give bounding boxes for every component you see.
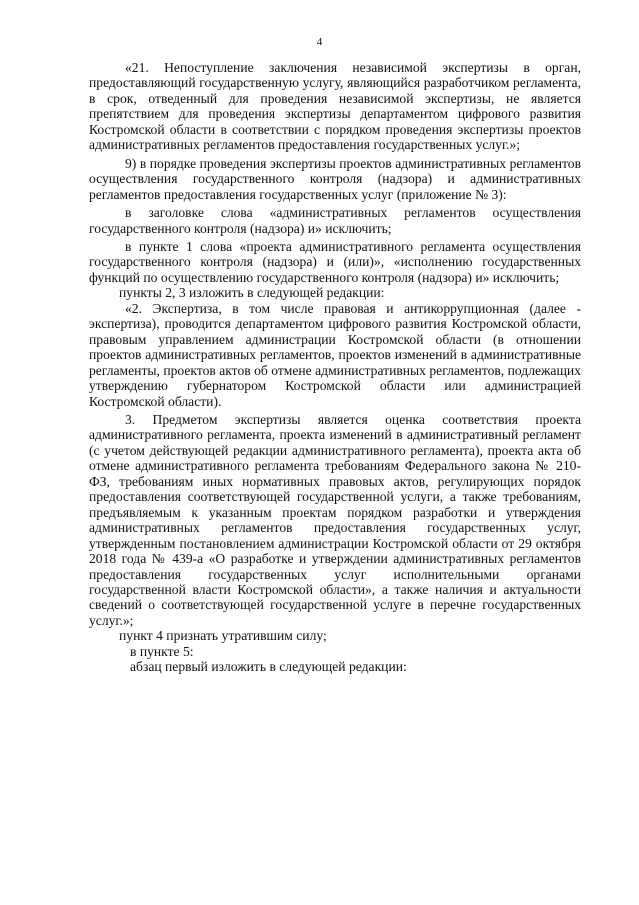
paragraph-heading-change: в заголовке слова «административных регламентов осуществления государственного контроля (надзора) и» исключить; [89,205,581,236]
document-body [89,60,581,675]
paragraph-first-abzac: абзац первый изложить в следующей редакции: [130,659,407,675]
paragraph-item-9: 9) в порядке проведения экспертизы проектов административных регламентов осуществления государственного контроля (надзора) и административных регламентов предоставления государственных услуг (приложение № 3): [89,155,581,202]
paragraph-points-2-3-intro: пункты 2, 3 изложить в следующей редакции: [119,285,385,301]
paragraph-item-21: «21. Непоступление заключения независимой экспертизы в орган, предоставляющий государственную услугу, являющийся разработчиком регламента, в срок, отведенный для проведения независимой экспертизы, не является препятствием для проведения экспертизы департаментом цифрового развития Костромской области в соответствии с порядком проведения экспертизы проектов административных регламентов предоставления государственных услуг.»; [89,60,581,153]
paragraph-point-2: «2. Экспертиза, в том числе правовая и антикоррупционная (далее - экспертиза), проводится департаментом цифрового развития Костромской области, правовым управлением администрации Костромской области (в отношении проектов административных регламентов, проектов изменений в административные регламенты, проектов актов об отмене административных регламентов, подлежащих утверждению губернатором Костромской области или администрацией Костромской области). [89,300,581,409]
paragraph-point-5-intro: в пункте 5: [130,643,194,659]
paragraph-point-1-change: в пункте 1 слова «проекта административного регламента осуществления государственного контроля (надзора) и (или)», «исполнению государственных функций по осуществлению государственного контроля (надзора) и» исключить; [89,238,581,285]
paragraph-point-3: 3. Предметом экспертизы является оценка соответствия проекта административного регламента, проекта изменений в административный регламент (с учетом действующей редакции административного регламента), проекта акта об отмене административного регламента требованиям Федерального закона № 210-ФЗ, требованиям иных нормативных правовых актов, регулирующих порядок предоставления соответствующей государственной услуги, а также требованиям, предъявляемым к указанным проектам порядком разработки и утверждения административных регламентов предоставления государственных услуг, утвержденным постановлением администрации Костромской области от 29 октября 2018 года № 439-а «О разработке и утверждении административных регламентов предоставления государственных услуг исполнительными органами государственной власти Костромской области», а также наличия и актуальности сведений о соответствующей государственной услуге в перечне государственных услуг.»; [89,411,581,628]
paragraph-point-4: пункт 4 признать утратившим силу; [119,628,327,644]
page-number: 4 [316,36,323,48]
